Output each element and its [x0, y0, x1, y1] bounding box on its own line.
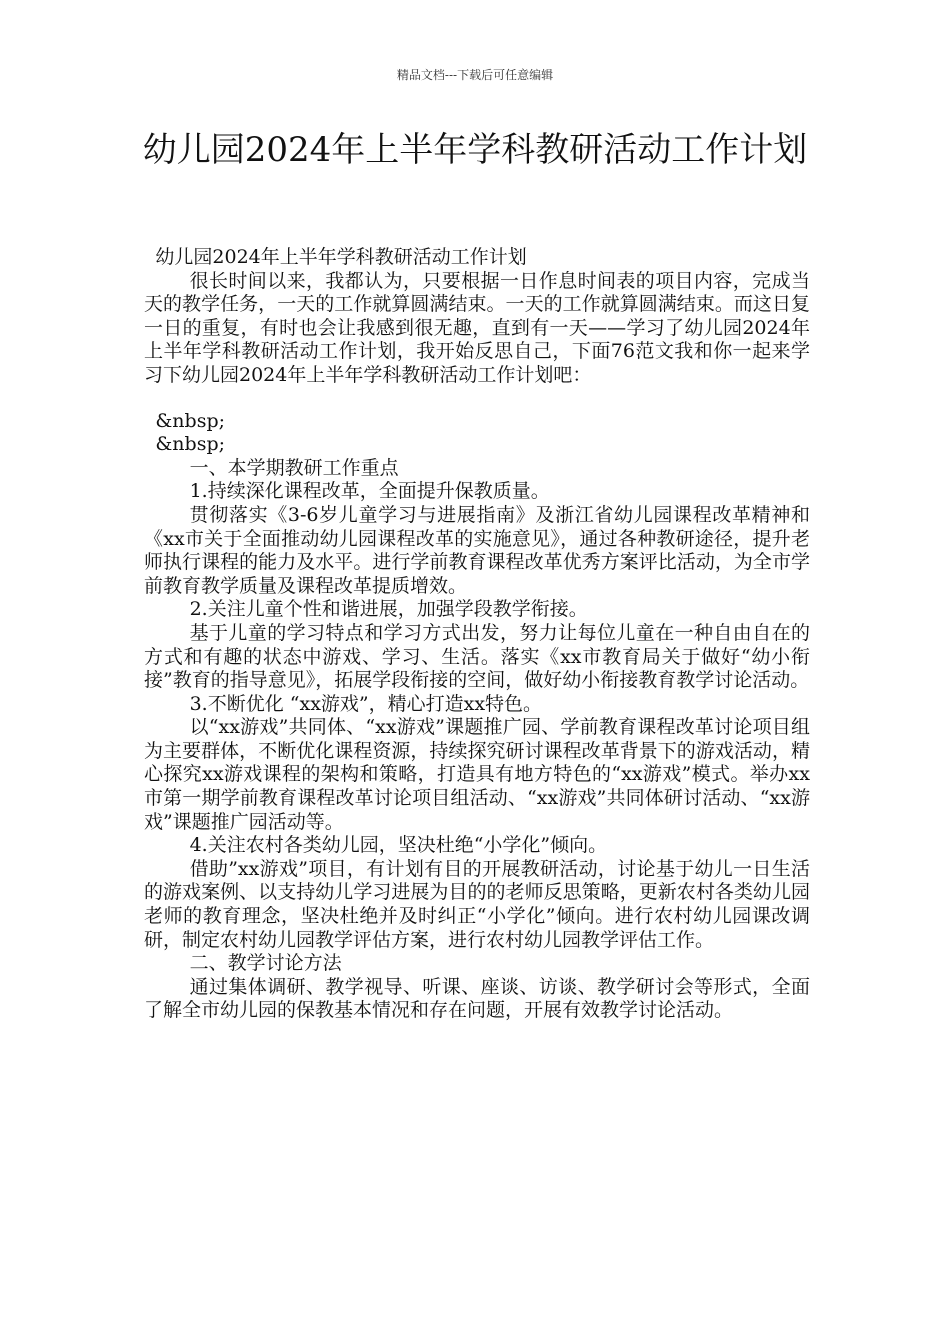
item-heading: 4.关注农村各类幼儿园，坚决杜绝“小学化”倾向。 — [189, 834, 608, 857]
item-paragraph: 贯彻落实《3-6岁儿童学习与进展指南》及浙江省幼儿园课程改革精神和《xx市关于全面推动幼儿园课程改革的实施意见》，通过各种教研途径，提升老师执行课程的能力及水平。进行学前教育课程改革优秀方案评比活动，为全市学前教育教学质量及课程改革提质增效。 — [144, 503, 810, 597]
item-paragraph: 基于儿童的学习特点和学习方式出发，努力让每位儿童在一种自由自在的方式和有趣的状态中游戏、学习、生活。落实《xx市教育局关于做好“幼小衔接”教育的指导意见》，拓展学段衔接的空间，做好幼小衔接教育教学讨论活动。 — [144, 621, 810, 692]
nbsp-line: &nbsp; — [155, 433, 226, 456]
item-heading: 1.持续深化课程改革，全面提升保教质量。 — [189, 480, 550, 503]
item-paragraph: 借助”xx游戏”项目，有计划有目的开展教研活动，讨论基于幼儿一日生活的游戏案例、以支持幼儿学习进展为目的的老师反思策略，更新农村各类幼儿园老师的教育理念，坚决杜绝并及时纠正“小学化”倾向。进行农村幼儿园课改调研，制定农村幼儿园教学评估方案，进行农村幼儿园教学评估工作。 — [144, 857, 810, 951]
section-heading: 一、本学期教研工作重点 — [189, 456, 399, 479]
document-title: 幼儿园2024年上半年学科教研活动工作计划 — [142, 130, 808, 170]
header-note: 精品文档---下载后可任意编辑 — [396, 68, 554, 82]
section-heading: 二、教学讨论方法 — [189, 952, 342, 975]
section-paragraph: 通过集体调研、教学视导、听课、座谈、访谈、教学研讨会等形式，全面了解全市幼儿园的保教基本情况和存在问题，开展有效教学讨论活动。 — [144, 975, 810, 1022]
item-heading: 2.关注儿童个性和谐进展，加强学段教学衔接。 — [189, 598, 588, 621]
paragraph-gap — [144, 388, 810, 410]
intro-paragraph: 很长时间以来，我都认为，只要根据一日作息时间表的项目内容，完成当天的教学任务，一天的工作就算圆满结束。一天的工作就算圆满结束。而这日复一日的重复，有时也会让我感到很无趣，直到有一天——学习了幼儿园2024年上半年学科教研活动工作计划，我开始反思自己，下面76范文我和你一起来学习下幼儿园2024年上半年学科教研活动工作计划吧： — [144, 269, 810, 386]
document-body — [144, 246, 810, 1023]
item-paragraph: 以“xx游戏”共同体、“xx游戏”课题推广园、学前教育课程改革讨论项目组为主要群体，不断优化课程资源，持续探究研讨课程改革背景下的游戏活动，精心探究xx游戏课程的架构和策略，打造具有地方特色的“xx游戏”模式。举办xx市第一期学前教育课程改革讨论项目组活动、“xx游戏”共同体研讨活动、“xx游戏”课题推广园活动等。 — [144, 716, 810, 833]
document-subtitle: 幼儿园2024年上半年学科教研活动工作计划 — [155, 246, 527, 268]
nbsp-line: &nbsp; — [155, 409, 226, 432]
item-heading: 3.不断优化 “xx游戏”，精心打造xx特色。 — [189, 692, 543, 715]
